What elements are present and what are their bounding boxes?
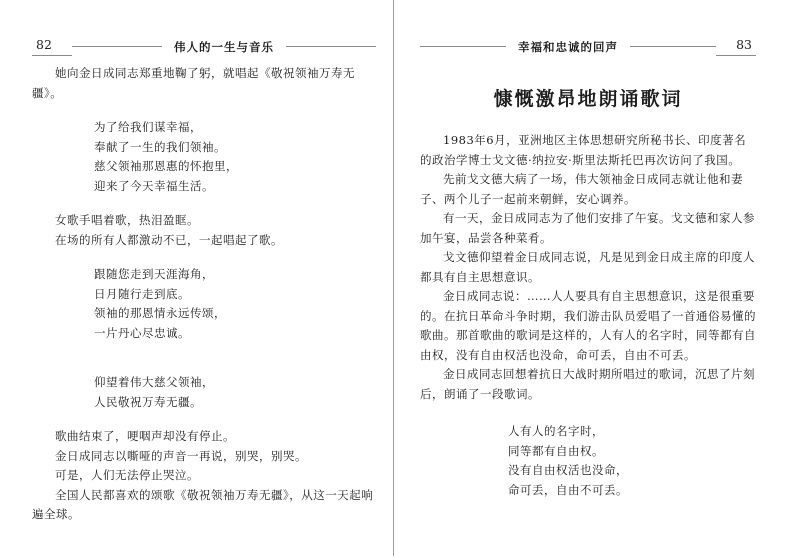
verse-stanza bbox=[32, 250, 376, 358]
chapter-title: 慷慨激昂地朗诵歌词 bbox=[493, 88, 683, 110]
verse-line: 命可丢，自由不可丢。 bbox=[508, 482, 628, 497]
verse-line: 没有自由权活也没命， bbox=[508, 463, 628, 477]
verse-stanza bbox=[32, 358, 376, 427]
page-number-right: 83 bbox=[716, 37, 756, 56]
verse-line: 日月随行走到底。 bbox=[94, 286, 190, 301]
header-rule bbox=[420, 46, 506, 47]
verse-line: 领袖的那恩情永远传颂， bbox=[94, 306, 226, 320]
page-right bbox=[393, 0, 786, 558]
page-body-right bbox=[420, 131, 756, 515]
page-body-left bbox=[32, 64, 376, 525]
header-rule bbox=[72, 46, 162, 47]
verse-line: 同等都有自由权。 bbox=[508, 443, 604, 458]
paragraph: 有一天，金日成同志为了他们安排了午宴。戈文德和家人参加午宴，品尝各种菜肴。 bbox=[420, 211, 755, 245]
verse-line: 迎来了今天幸福生活。 bbox=[94, 178, 214, 193]
verse-stanza bbox=[32, 103, 376, 211]
header-rule bbox=[286, 46, 376, 47]
paragraph: 1983年6月，亚洲地区主体思想研究所秘书长、印度著名的政治学博士戈文德·纳拉安·斯里法斯托巴再次访问了我国。 bbox=[420, 133, 747, 167]
paragraph: 金日成同志回想着抗日大战时期所唱过的歌词，沉思了片刻后，朗诵了一段歌词。 bbox=[420, 367, 755, 401]
verse-line: 人有人的名字时， bbox=[508, 424, 604, 438]
verse-stanza bbox=[420, 404, 756, 515]
verse-line: 仰望着伟大慈父领袖， bbox=[94, 375, 214, 389]
paragraph: 全国人民都喜欢的颂歌《敬祝领袖万寿无疆》，从这一天起响遍全球。 bbox=[32, 487, 374, 521]
paragraph: 金日成同志说：……人人要具有自主思想意识，这是很重要的。在抗日革命斗争时期，我们游击队员爱唱了一首通俗易懂的歌曲。那首歌曲的歌词是这样的，人有人的名字时，同等都有自由权，没有自由权活也没命，命可丢，自由不可丢。 bbox=[420, 289, 756, 362]
paragraph: 歌曲结束了，哽咽声却没有停止。 bbox=[55, 429, 235, 443]
verse-line: 为了给我们谋幸福， bbox=[94, 120, 202, 134]
page-number-left: 82 bbox=[32, 37, 72, 56]
page-header-right bbox=[420, 36, 756, 57]
page-header-left bbox=[32, 36, 376, 57]
paragraph: 戈文德仰望着金日成同志说，凡是见到金日成主席的印度人都具有自主思想意识。 bbox=[420, 250, 755, 284]
verse-line: 奉献了一生的我们领袖。 bbox=[94, 139, 226, 154]
paragraph: 金日成同志以嘶哑的声音一再说，别哭，别哭。 bbox=[55, 448, 307, 463]
verse-line: 跟随您走到天涯海角， bbox=[94, 267, 214, 281]
running-title-left: 伟人的一生与音乐 bbox=[174, 39, 274, 54]
verse-line: 慈父领袖那恩惠的怀抱里， bbox=[94, 159, 238, 173]
verse-line: 人民敬祝万寿无疆。 bbox=[94, 394, 202, 409]
paragraph: 她向金日成同志郑重地鞠了躬，就唱起《敬祝领袖万寿无疆》。 bbox=[32, 66, 355, 100]
paragraph: 先前戈文德大病了一场，伟大领袖金日成同志就让他和妻子、两个儿子一起前来朝鲜，安心调养。 bbox=[420, 172, 743, 206]
running-title-right: 幸福和忠诚的回声 bbox=[518, 39, 618, 54]
paragraph: 女歌手唱着歌，热泪盈眶。 bbox=[55, 213, 199, 227]
verse-line: 一片丹心尽忠诚。 bbox=[94, 325, 190, 340]
paragraph: 可是，人们无法停止哭泣。 bbox=[55, 468, 199, 482]
page-left bbox=[0, 0, 393, 558]
header-rule bbox=[630, 46, 716, 47]
paragraph: 在场的所有人都激动不已，一起唱起了歌。 bbox=[55, 232, 283, 247]
